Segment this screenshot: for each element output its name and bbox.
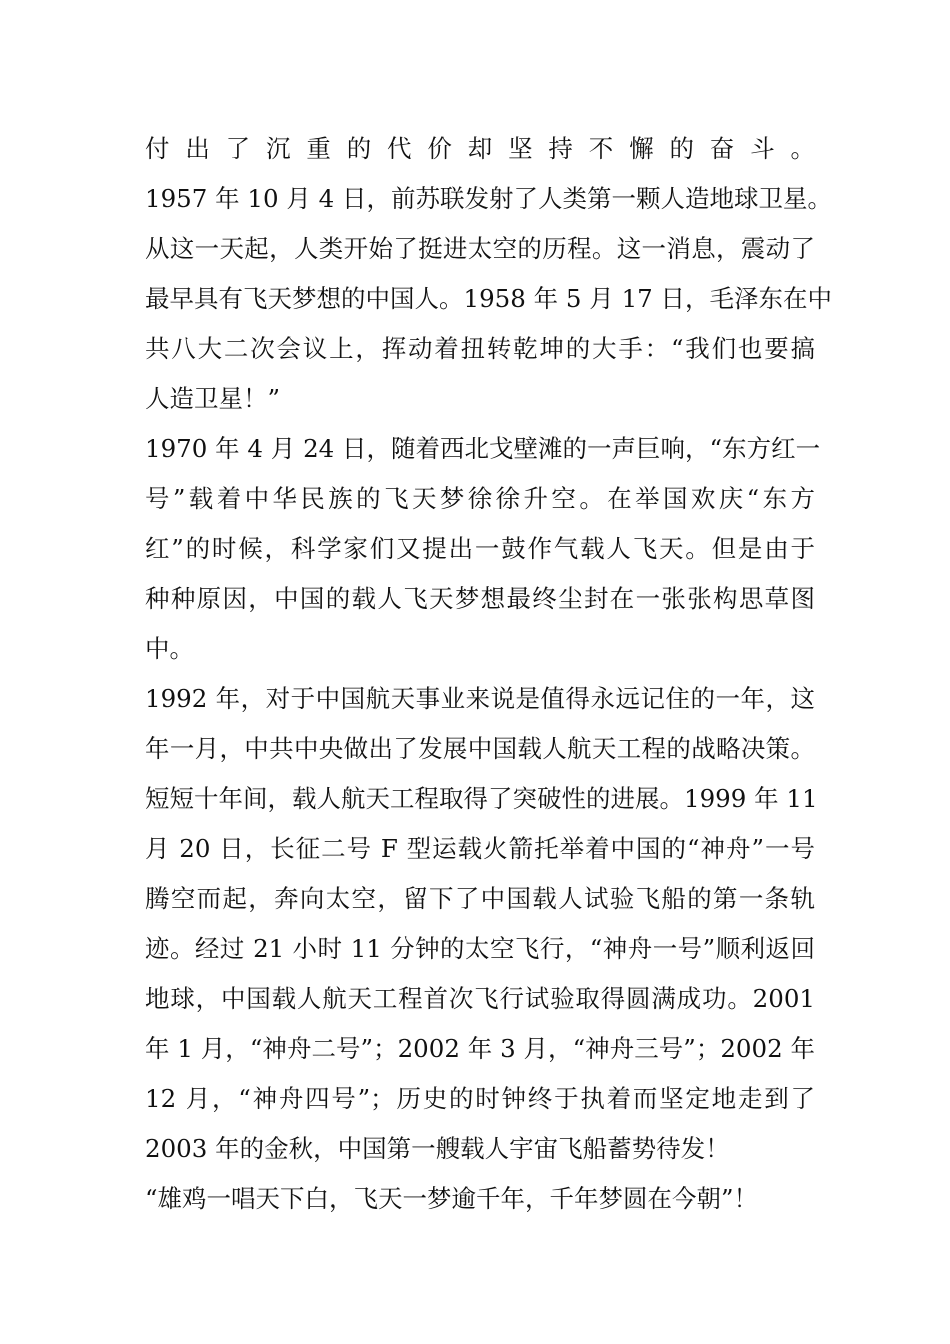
text-line-13: 年一月，中共中央做出了发展中国载人航天工程的战略决策。 [145,734,815,763]
text-line-21: 2003 年的金秋，中国第一艘载人宇宙飞船蓄势待发！ [145,1134,730,1163]
text-line-17: 迹。经过 21 小时 11 分钟的太空飞行，“神舟一号”顺利返回 [145,934,815,963]
text-line-9: 红”的时候，科学家们又提出一鼓作气载人飞天。但是由于 [145,534,815,563]
text-line-15: 月 20 日，长征二号 F 型运载火箭托举着中国的“神舟”一号 [145,834,815,863]
text-line-22: “雄鸡一唱天下白，飞天一梦逾千年，千年梦圆在今朝”！ [145,1184,759,1213]
text-line-14: 短短十年间，载人航天工程取得了突破性的进展。1999 年 11 [145,784,818,813]
text-line-6: 人造卫星！” [145,384,281,413]
text-line-2: 1957 年 10 月 4 日，前苏联发射了人类第一颗人造地球卫星。 [145,184,833,213]
text-line-8: 号”载着中华民族的飞天梦徐徐升空。在举国欢庆“东方 [145,484,815,513]
text-line-16: 腾空而起，奔向太空，留下了中国载人试验飞船的第一条轨 [145,884,815,913]
text-line-10: 种种原因，中国的载人飞天梦想最终尘封在一张张构思草图 [145,584,815,613]
text-line-7: 1970 年 4 月 24 日，随着西北戈壁滩的一声巨响，“东方红一 [145,434,821,463]
text-line-12: 1992 年，对于中国航天事业来说是值得永远记住的一年，这 [145,684,815,713]
text-line-1: 付出了沉重的代价却坚持不懈的奋斗。 [145,134,815,163]
document-body [145,124,833,1224]
text-line-19: 年 1 月，“神舟二号”；2002 年 3 月，“神舟三号”；2002 年 [145,1034,815,1063]
text-line-18: 地球，中国载人航天工程首次飞行试验取得圆满成功。2001 [145,984,815,1013]
text-line-4: 最早具有飞天梦想的中国人。1958 年 5 月 17 日，毛泽东在中 [145,284,833,313]
text-line-20: 12 月，“神舟四号”；历史的时钟终于执着而坚定地走到了 [145,1084,815,1113]
text-line-5: 共八大二次会议上，挥动着扭转乾坤的大手：“我们也要搞 [145,334,815,363]
text-line-11: 中。 [145,634,194,663]
text-line-3: 从这一天起，人类开始了挺进太空的历程。这一消息，震动了 [145,234,815,263]
